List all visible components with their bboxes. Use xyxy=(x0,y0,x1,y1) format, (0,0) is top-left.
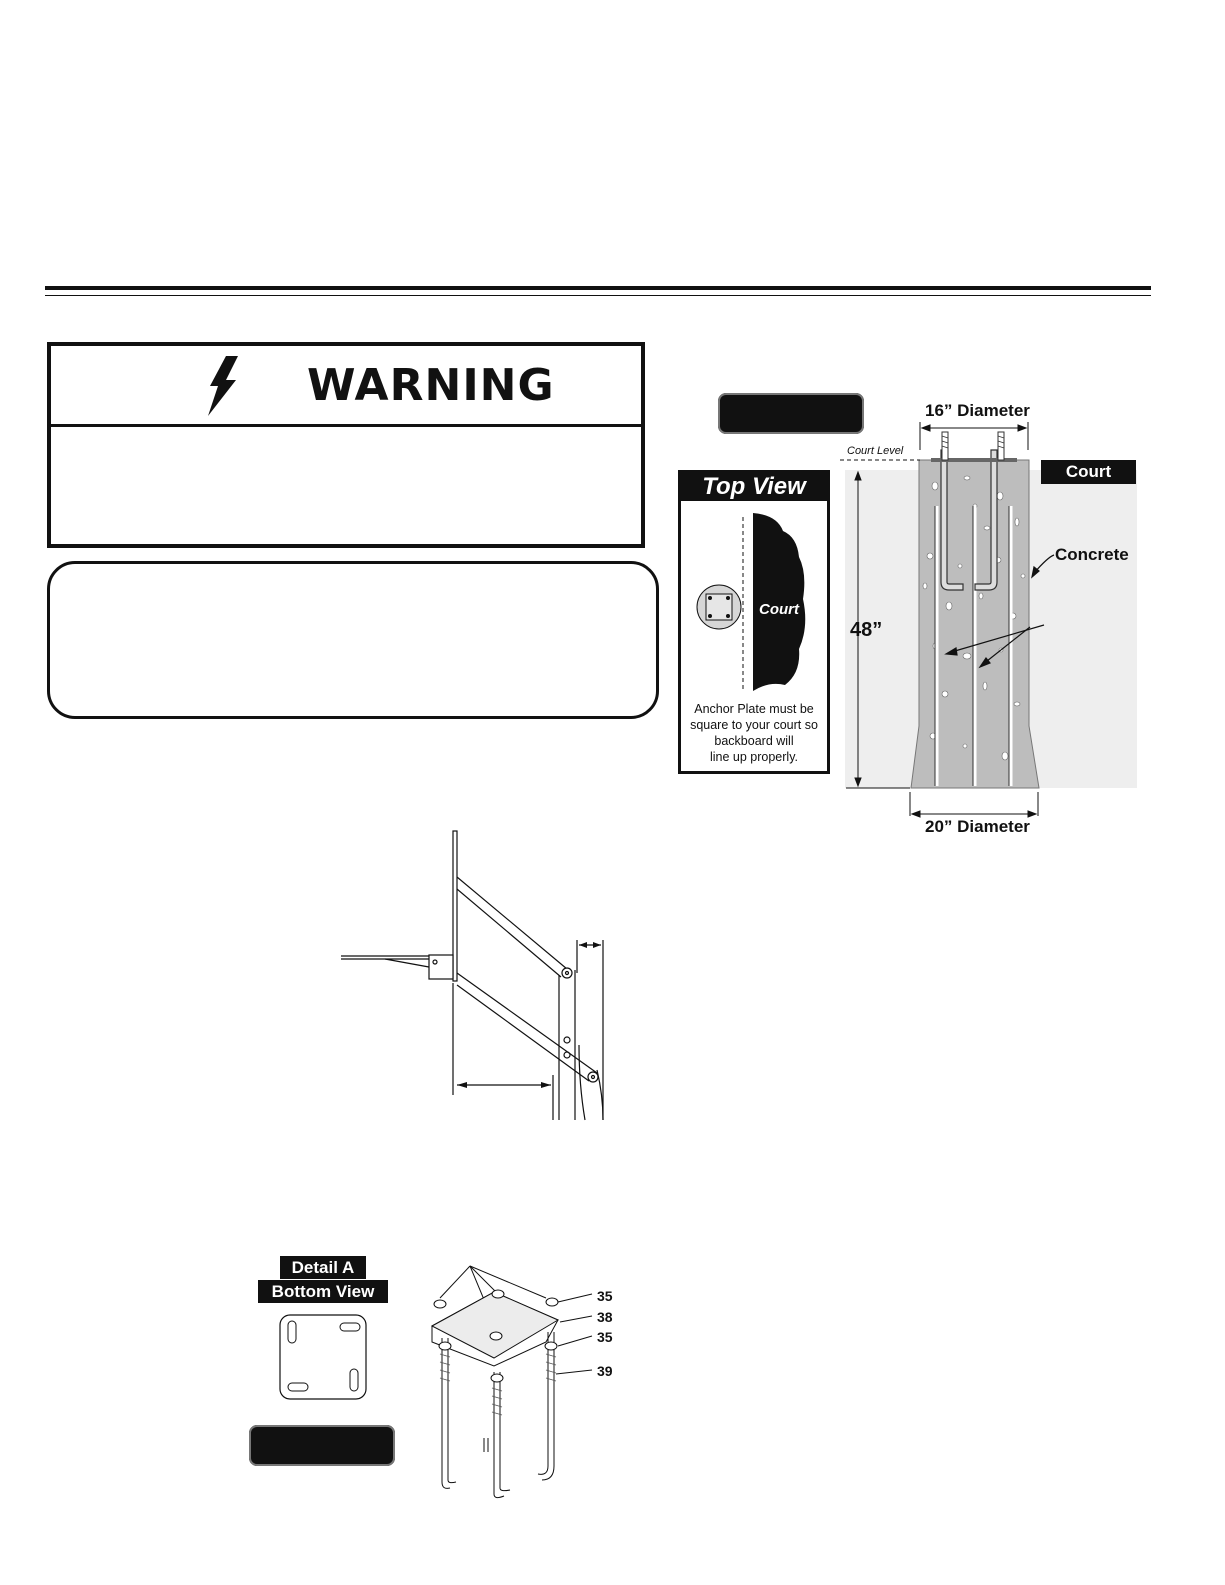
anchor-assembly-exploded xyxy=(420,1262,620,1492)
part-callout-35-bottom: 35 xyxy=(597,1329,613,1345)
top-view-court-label: Court xyxy=(759,601,799,618)
top-view-note-line: square to your court so xyxy=(690,718,818,732)
pole-extension-diagram xyxy=(335,825,615,1125)
step-label-pill-bottom xyxy=(249,1425,395,1466)
top-view-note-line: line up properly. xyxy=(709,750,798,764)
top-view-note-line: backboard will xyxy=(714,734,794,748)
part-callout-35-top: 35 xyxy=(597,1288,613,1304)
top-view-title: Top View xyxy=(681,473,827,501)
bottom-view-label: Bottom View xyxy=(258,1280,388,1303)
top-view-note xyxy=(681,701,827,765)
court-label: Court xyxy=(1041,460,1136,484)
depth-label: 48” xyxy=(850,619,883,641)
warning-header xyxy=(51,346,641,427)
anchor-plate-bottom-view xyxy=(278,1313,368,1403)
lightning-bolt-icon xyxy=(206,356,240,416)
rebar-leaders xyxy=(930,545,1050,675)
notice-box xyxy=(47,561,659,719)
top-view-drawing xyxy=(681,507,827,697)
top-view-panel xyxy=(678,470,830,774)
top-view-note-line: Anchor Plate must be xyxy=(694,702,814,716)
concrete-label: Concrete xyxy=(1055,545,1129,564)
court-level-label: Court Level xyxy=(847,445,904,457)
header-rule-thin xyxy=(45,295,1151,296)
detail-a-label: Detail A xyxy=(280,1256,366,1279)
header-rule-thick xyxy=(45,286,1151,290)
part-callout-39: 39 xyxy=(597,1363,613,1379)
warning-title: WARNING xyxy=(307,360,555,411)
top-diameter-label: 16” Diameter xyxy=(925,401,1030,420)
part-callout-38: 38 xyxy=(597,1309,613,1325)
warning-box xyxy=(47,342,645,548)
bottom-diameter-label: 20” Diameter xyxy=(925,817,1030,836)
